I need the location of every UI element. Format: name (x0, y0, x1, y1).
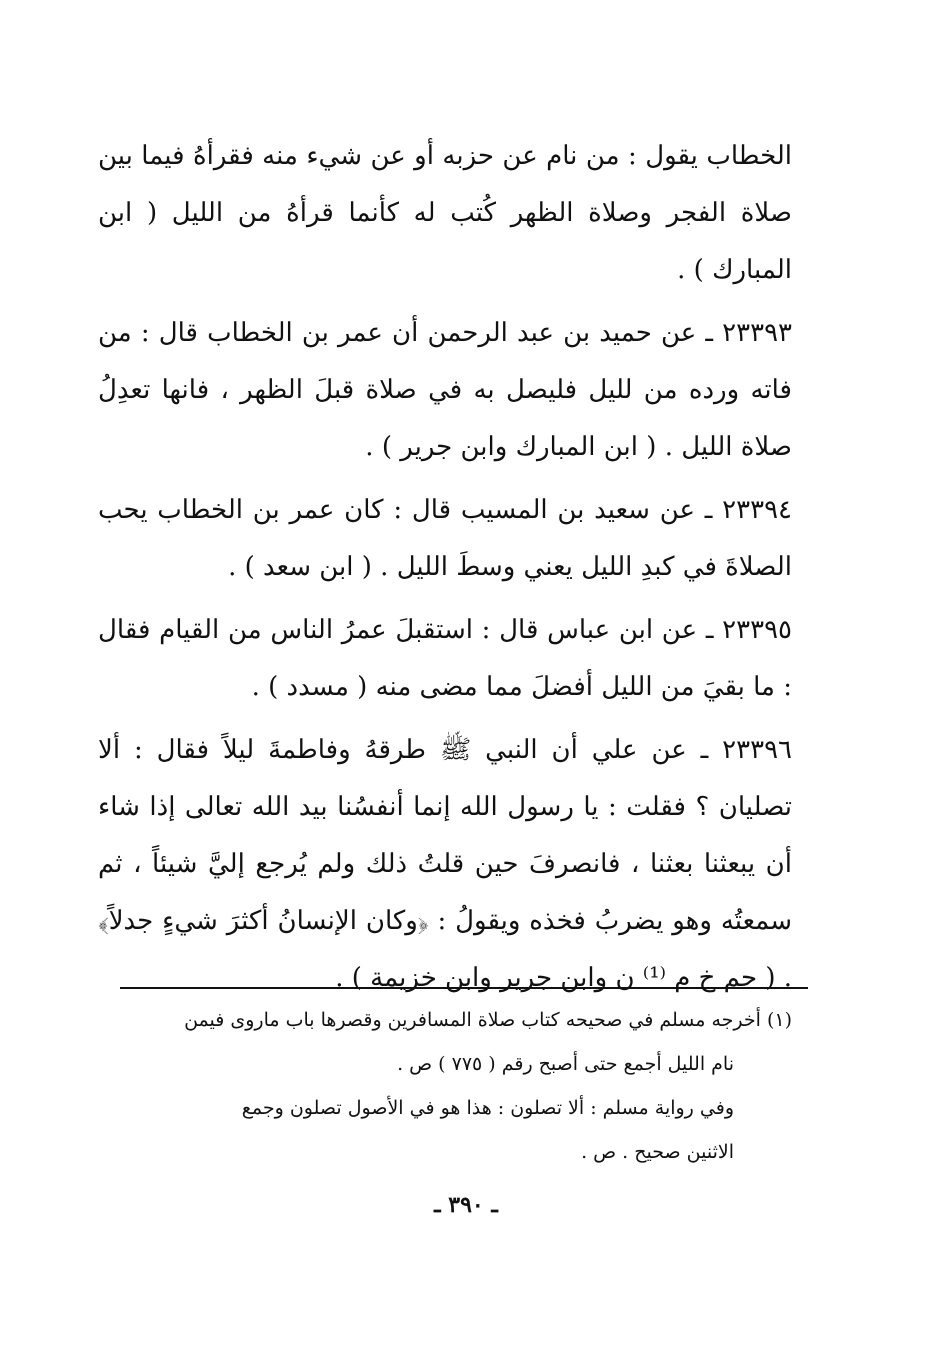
footnotes (98, 998, 792, 1174)
footnote-marker: (١) (766, 1009, 792, 1031)
paragraph-continuation: الخطاب يقول : من نام عن حزبه أو عن شيء منه فقرأهُ فيما بين صلاة الفجر وصلاة الظهر كُتب له كأنما قرأهُ من الليل ( ابن المبارك ) . (98, 141, 792, 285)
page-number: ـ ٣٩٠ ـ (434, 1192, 498, 1218)
footnote-text: أخرجه مسلم في صحيحه كتاب صلاة المسافرين وقصرها باب ماروى فيمن (184, 1009, 761, 1031)
footnote-2-line-2: الاثنين صحيح . ص . (581, 1141, 734, 1163)
paragraph-hadith-23395: ٢٣٣٩٥ ـ عن ابن عباس قال : استقبلَ عمرُ الناس من القيام فقال : ما بقيَ من الليل أفضلَ مما مضى منه ( مسدد ) . (98, 615, 792, 702)
paragraph-hadith-23396: ٢٣٣٩٦ ـ عن علي أن النبي ﷺ طرقهُ وفاطمةَ ليلاً فقال : ألا تصليان ؟ فقلت : يا رسول الله إنما أنفسُنا بيد الله تعالى إذا شاء أن يبعثنا بعثنا ، فانصرفَ حين قلتُ ذلك ولم يُرجع إليَّ شيئاً ، ثم سمعتُه وهو يضربُ فخذه ويقولُ : ﴿وكان الإنسانُ أكثرَ شيءٍ جدلاً﴾ . ( حم خ م ⁽¹⁾ ن وابن جرير وابن خزيمة ) . (98, 735, 792, 993)
footnote-1-line-1 (98, 998, 792, 1042)
footnote-2-line-1: وفي رواية مسلم : ألا تصلون : هذا هو في الأصول تصلون وجمع (241, 1097, 734, 1119)
main-text (98, 128, 792, 1007)
footnote-1-line-2: نام الليل أجمع حتى أصبح رقم ( ٧٧٥ ) ص . (397, 1053, 734, 1075)
paragraph-hadith-23393: ٢٣٣٩٣ ـ عن حميد بن عبد الرحمن أن عمر بن الخطاب قال : من فاته ورده من لليل فليصل به في صلاة قبلَ الظهر ، فانها تعدِلُ صلاة الليل . ( ابن المبارك وابن جرير ) . (98, 318, 792, 462)
paragraph-hadith-23394: ٢٣٣٩٤ ـ عن سعيد بن المسيب قال : كان عمر بن الخطاب يحب الصلاةَ في كبدِ الليل يعني وسطَ الليل . ( ابن سعد ) . (98, 495, 792, 582)
footnote-separator (120, 987, 808, 989)
